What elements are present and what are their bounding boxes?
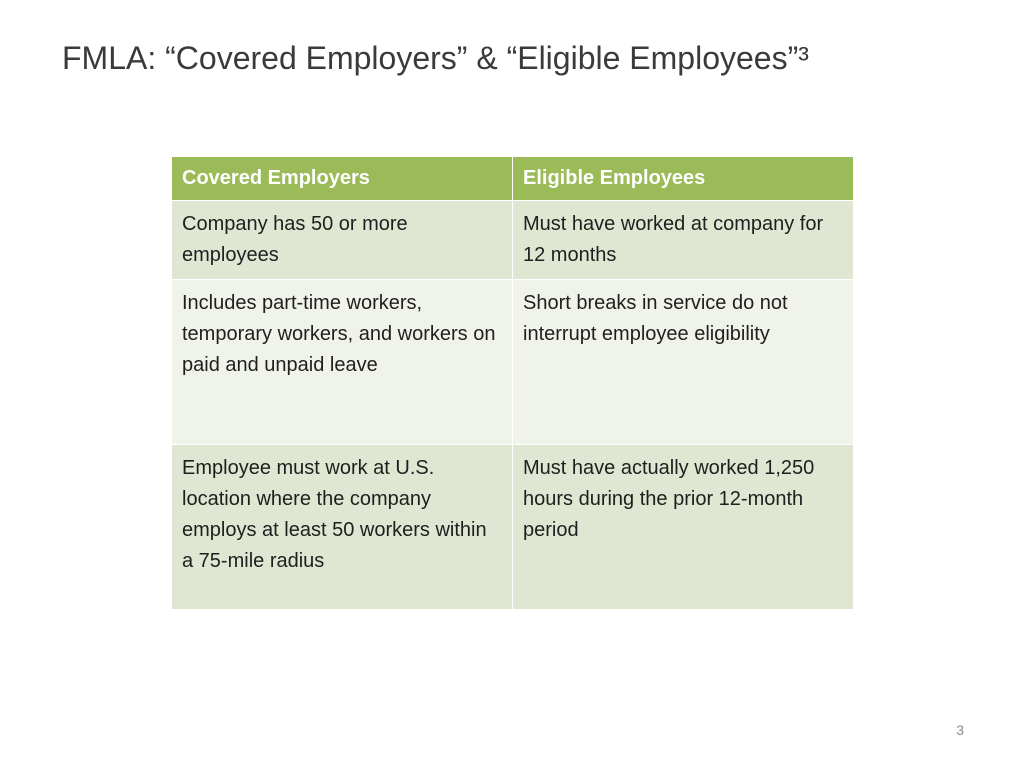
table-cell-covered-employers: Employee must work at U.S. location where the company employs at least 50 workers within a 75-mile radius [172,445,513,610]
header-eligible-employees: Eligible Employees [513,157,854,201]
table-row [172,445,854,610]
table-row [172,280,854,445]
table-cell-covered-employers: Company has 50 or more employees [172,201,513,280]
page-number: 3 [956,722,964,738]
header-covered-employers: Covered Employers [172,157,513,201]
slide-title: FMLA: “Covered Employers” & “Eligible Employees”³ [62,40,809,76]
fmla-table-container [171,156,854,610]
table-cell-eligible-employees: Must have worked at company for 12 months [513,201,854,280]
table-cell-eligible-employees: Short breaks in service do not interrupt employee eligibility [513,280,854,445]
table-cell-eligible-employees: Must have actually worked 1,250 hours during the prior 12-month period [513,445,854,610]
table-row [172,201,854,280]
table-cell-covered-employers: Includes part-time workers, temporary workers, and workers on paid and unpaid leave [172,280,513,445]
fmla-table [171,156,854,610]
table-header-row [172,157,854,201]
